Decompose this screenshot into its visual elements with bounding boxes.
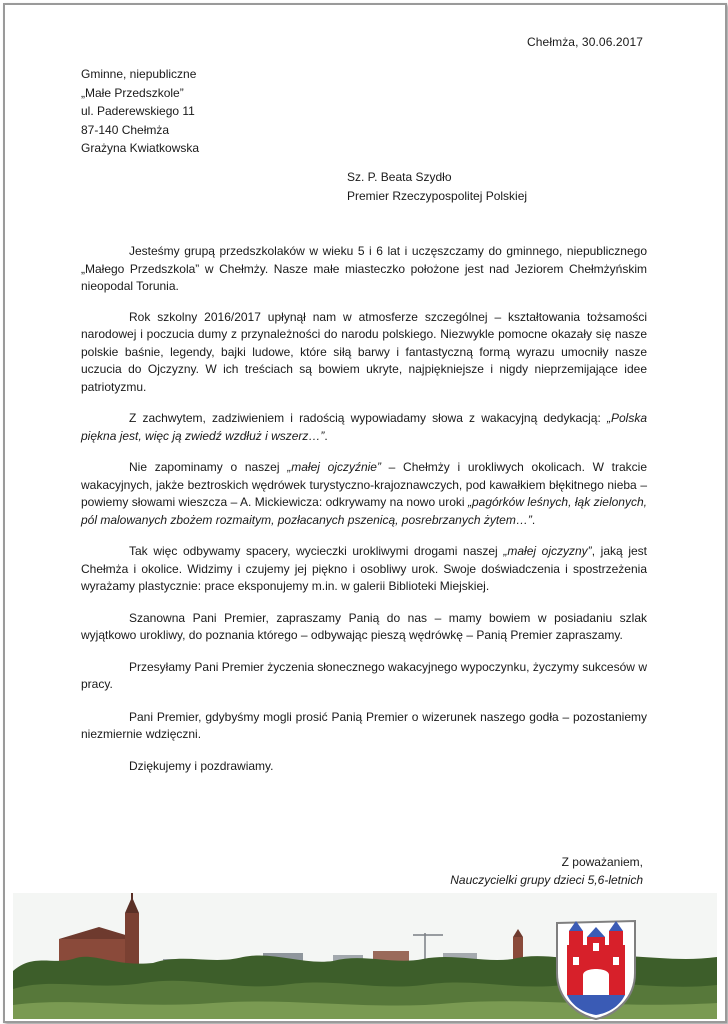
sender-line: „Małe Przedszkole” bbox=[81, 85, 184, 100]
paragraph-text: Nie zapominamy o naszej bbox=[129, 460, 288, 474]
paragraph bbox=[81, 459, 647, 529]
paragraph-text: , jaką jest Chełmża i okolice. Widzimy i czujemy jej piękno i osobliwy urok. Swoje doświadczenia i spostrzeżenia wyrażamy plastycznie: prace eksponujemy m.in. w galerii Biblioteki Miejskiej. bbox=[81, 544, 647, 593]
paragraph bbox=[81, 543, 647, 596]
sender-line: 87-140 Chełmża bbox=[81, 122, 170, 137]
paragraph bbox=[81, 410, 647, 445]
paragraph: Dziękujemy i pozdrawiamy. bbox=[129, 758, 274, 773]
letter-body bbox=[81, 243, 647, 788]
addressee-block bbox=[347, 168, 527, 206]
paragraph: Rok szkolny 2016/2017 upłynął nam w atmosferze szczególnej – kształtowania tożsamości narodowej i poczucia dumy z przynależności do narodu polskiego. Niezwykle pomocne okazały się nasze polskie baśnie, legendy, bajki ludowe, które siłą barwy i fantastyczną formą wyrazu umocniły nasze uczucia do Ojczyzny. W ich treściach są bowiem ukryte, najpiękniejsze i nigdy nieprzemijające idee patriotyzmu. bbox=[81, 309, 647, 394]
quote: „Polska piękna jest, więc ją zwiedź wzdłuż i wszerz…” bbox=[81, 411, 647, 443]
paragraph: Przesyłamy Pani Premier życzenia słonecznego wakacyjnego wypoczynku, życzymy sukcesów w pracy. bbox=[81, 659, 647, 691]
paragraph-text: Tak więc odbywamy spacery, wycieczki urokliwymi drogami naszej bbox=[129, 544, 504, 558]
paragraph-text: . bbox=[531, 512, 536, 527]
paragraph-text: Z zachwytem, zadziwieniem i radością wypowiadamy słowa z wakacyjną dedykacją: bbox=[129, 411, 607, 425]
addressee-line: Premier Rzeczypospolitej Polskiej bbox=[347, 189, 528, 203]
sender-line: ul. Paderewskiego 11 bbox=[81, 104, 195, 118]
quote: „małej ojczyźnie” bbox=[287, 460, 381, 474]
letter-date: Chełmża, 30.06.2017 bbox=[527, 35, 643, 49]
quote: „pagórków leśnych, łąk zielonych, pól malowanych zbożem rozmaitym, pozłacanych pszenicą, posrebrzanych żytem…” bbox=[81, 495, 647, 527]
paragraph: Szanowna Pani Premier, zapraszamy Panią do nas – mamy bowiem w posiadaniu szlak wyjątkowo urokliwy, do poznania którego – odbywając pieszą wędrówkę – Panią Premier zapraszamy. bbox=[81, 610, 647, 642]
paragraph: Pani Premier, gdybyśmy mogli prosić Panią Premier o wizerunek naszego godła – pozostaniemy niezmiernie wdzięczni. bbox=[81, 709, 647, 741]
paragraph-text: – Chełmży i urokliwych okolicach. W trakcie wakacyjnych, jakże beztroskich wędrówek turystyczno-krajoznawczych, pod kawałkiem błękitnego nieba – powiemy słowami wieszcza – A. Mickiewicza: odkrywamy na nowo uroki bbox=[81, 460, 647, 509]
closing-line: Z poważaniem, bbox=[561, 855, 643, 869]
sender-line: Grażyna Kwiatkowska bbox=[81, 141, 200, 155]
sender-block bbox=[81, 65, 199, 158]
quote: „małej ojczyzny” bbox=[503, 544, 592, 558]
closing-line: Nauczycielki grupy dzieci 5,6-letnich bbox=[450, 873, 643, 887]
sender-line: Gminne, niepubliczne bbox=[81, 67, 197, 81]
paragraph-text: . bbox=[324, 428, 328, 443]
letter-page bbox=[3, 3, 727, 1023]
paragraph: Jesteśmy grupą przedszkolaków w wieku 5 i 6 lat i uczęszczamy do gminnego, niepublicznego „Małego Przedszkola” w Chełmży. Nasze małe miasteczko położone jest nad Jeziorem Chełmżyńskim nieopodal Torunia. bbox=[81, 244, 647, 293]
chelmza-coat-of-arms bbox=[553, 917, 639, 1021]
addressee-line: Sz. P. Beata Szydło bbox=[347, 170, 452, 184]
